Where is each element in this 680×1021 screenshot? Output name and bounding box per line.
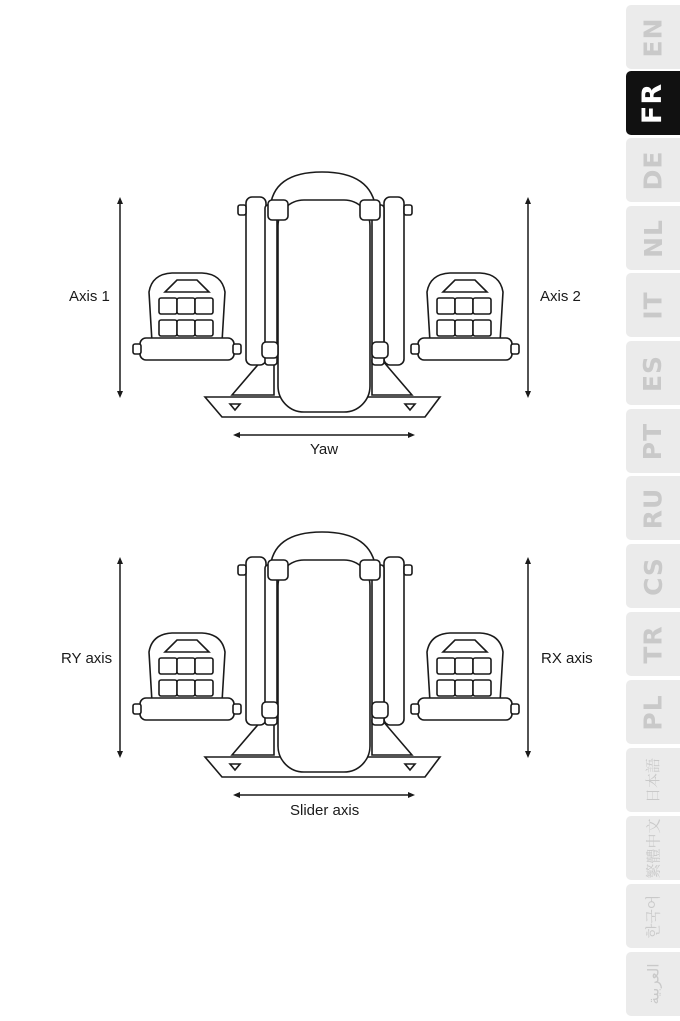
- pedal-left-roller-cap-right: [233, 344, 241, 354]
- pedal-right-grid-cell: [437, 298, 455, 314]
- tab-pt[interactable]: PT: [626, 409, 680, 473]
- pedal-right-roller-cap-right: [511, 344, 519, 354]
- axis-1-arrow-head-bottom: [117, 391, 123, 398]
- pivot-bottom-left: [262, 342, 278, 358]
- pedal-left-grid-cell: [159, 658, 177, 674]
- arm-left-inner: [265, 565, 277, 725]
- pedal-right-roller: [418, 338, 512, 360]
- pedal-right-grid-cell: [455, 658, 473, 674]
- pedal-right-grid-cell: [437, 320, 455, 336]
- pedal-right-roller-cap-left: [411, 344, 419, 354]
- pedal-right-grid-cell: [455, 680, 473, 696]
- arm-left-outer: [246, 557, 266, 725]
- pedal-right-grid-cell: [473, 298, 491, 314]
- language-tabs: [626, 0, 680, 1021]
- pivot-bottom-right: [372, 342, 388, 358]
- yaw-label: Yaw: [310, 441, 339, 458]
- pedal-left-grid-cell: [177, 680, 195, 696]
- tab-ru[interactable]: RU: [626, 476, 680, 540]
- bolt-top-right: [404, 205, 412, 215]
- pedal-left-roller-cap-left: [133, 704, 141, 714]
- pedal-right-grid-cell: [455, 298, 473, 314]
- tab-nl[interactable]: NL: [626, 206, 680, 270]
- arm-right-inner: [372, 565, 384, 725]
- axis-1-arrow-head-top: [117, 197, 123, 204]
- pedal-right-grid-cell: [437, 658, 455, 674]
- tab-ar[interactable]: العربية: [626, 952, 680, 1016]
- axis-1-label: Axis 1: [69, 288, 110, 305]
- pedal-right-grid-cell: [455, 320, 473, 336]
- pedal-left-grid-cell: [159, 298, 177, 314]
- tab-zh[interactable]: 繁體中文: [626, 816, 680, 880]
- pedal-right-grid-cell: [437, 680, 455, 696]
- pedal-right-grid-cell: [473, 320, 491, 336]
- pedal-right-roller: [418, 698, 512, 720]
- arm-left-outer: [246, 197, 266, 365]
- central-body: [278, 200, 370, 412]
- bolt-top-left: [238, 205, 246, 215]
- rx-axis-arrow-head-top: [525, 557, 531, 564]
- tab-cs[interactable]: CS: [626, 544, 680, 608]
- pedal-right-roller-cap-right: [511, 704, 519, 714]
- tab-it[interactable]: IT: [626, 273, 680, 337]
- arm-right-outer: [384, 557, 404, 725]
- yaw-arrow-head-right: [408, 432, 415, 438]
- pedal-left-grid-cell: [195, 680, 213, 696]
- ry-axis-label: RY axis: [61, 650, 113, 667]
- arm-right-inner: [372, 205, 384, 365]
- pedal-left-roller-cap-left: [133, 344, 141, 354]
- bolt-top-left: [238, 565, 246, 575]
- pedal-left-grid-cell: [159, 680, 177, 696]
- pivot-bottom-left: [262, 702, 278, 718]
- tab-pl[interactable]: PL: [626, 680, 680, 744]
- pivot-top-right: [360, 200, 380, 220]
- pedal-left-roller-cap-right: [233, 704, 241, 714]
- pedal-right-grid-cell: [473, 680, 491, 696]
- tab-tr[interactable]: TR: [626, 612, 680, 676]
- axis-2-arrow-head-top: [525, 197, 531, 204]
- pedal-left-grid-cell: [195, 298, 213, 314]
- pedal-left-grid-cell: [195, 320, 213, 336]
- pivot-top-left: [268, 560, 288, 580]
- rx-axis-label: RX axis: [541, 650, 593, 667]
- slider-axis-label: Slider axis: [290, 802, 360, 819]
- pedal-left-grid-cell: [177, 298, 195, 314]
- pedal-left-grid-cell: [177, 320, 195, 336]
- pedal-left-roller: [140, 338, 234, 360]
- tab-ja[interactable]: 日本語: [626, 748, 680, 812]
- tab-fr[interactable]: FR: [626, 71, 680, 135]
- pivot-top-right: [360, 560, 380, 580]
- yaw-arrow-head-left: [233, 432, 240, 438]
- pedal-left-grid-cell: [159, 320, 177, 336]
- pivot-top-left: [268, 200, 288, 220]
- tab-es[interactable]: ES: [626, 341, 680, 405]
- pedal-left-roller: [140, 698, 234, 720]
- pedal-right-grid-cell: [473, 658, 491, 674]
- tab-ko[interactable]: 한국어: [626, 884, 680, 948]
- pedal-left-grid-cell: [195, 658, 213, 674]
- pedal-left-grid-cell: [177, 658, 195, 674]
- axis-2-arrow-head-bottom: [525, 391, 531, 398]
- tab-en[interactable]: EN: [626, 5, 680, 69]
- tab-de[interactable]: DE: [626, 138, 680, 202]
- pivot-bottom-right: [372, 702, 388, 718]
- ry-axis-arrow-head-top: [117, 557, 123, 564]
- slider-axis-arrow-head-left: [233, 792, 240, 798]
- arm-left-inner: [265, 205, 277, 365]
- rx-axis-arrow-head-bottom: [525, 751, 531, 758]
- pedal-right-roller-cap-left: [411, 704, 419, 714]
- central-body: [278, 560, 370, 772]
- slider-axis-arrow-head-right: [408, 792, 415, 798]
- arm-right-outer: [384, 197, 404, 365]
- bolt-top-right: [404, 565, 412, 575]
- ry-axis-arrow-head-bottom: [117, 751, 123, 758]
- axis-2-label: Axis 2: [540, 288, 581, 305]
